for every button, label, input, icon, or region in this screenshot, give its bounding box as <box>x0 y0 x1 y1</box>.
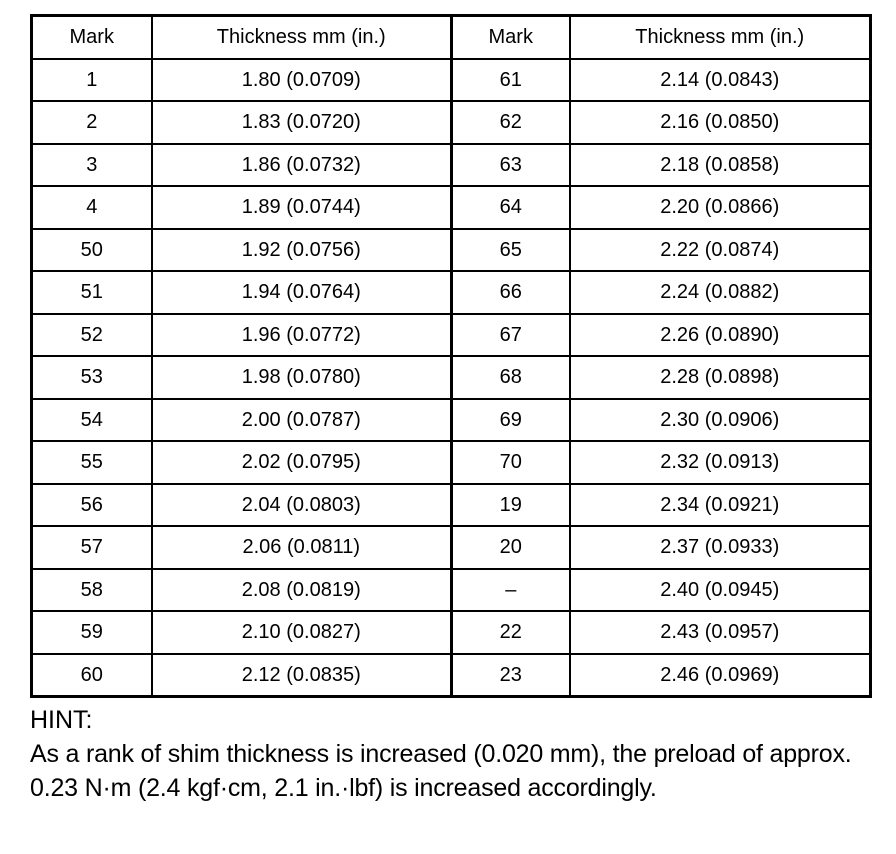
thickness-right-cell: 2.18 (0.0858) <box>570 144 871 187</box>
header-thickness-left: Thickness mm (in.) <box>152 16 452 59</box>
thickness-right-cell: 2.16 (0.0850) <box>570 101 871 144</box>
hint-section <box>30 703 880 805</box>
table-row <box>32 101 871 144</box>
thickness-right-cell: 2.32 (0.0913) <box>570 441 871 484</box>
thickness-right-cell: 2.26 (0.0890) <box>570 314 871 357</box>
hint-text: As a rank of shim thickness is increased (0.020 mm), the preload of approx. 0.23 N·m (2.4 kgf·cm, 2.1 in.·lbf) is increased accordingly. <box>30 740 852 802</box>
thickness-left-cell: 1.86 (0.0732) <box>152 144 452 187</box>
thickness-left-cell: 1.80 (0.0709) <box>152 59 452 102</box>
thickness-left-cell: 1.92 (0.0756) <box>152 229 452 272</box>
mark-right-cell: 22 <box>452 611 570 654</box>
thickness-right-cell: 2.20 (0.0866) <box>570 186 871 229</box>
thickness-left-cell: 1.94 (0.0764) <box>152 271 452 314</box>
mark-left-cell: 4 <box>32 186 152 229</box>
table-row <box>32 59 871 102</box>
mark-left-cell: 54 <box>32 399 152 442</box>
thickness-left-cell: 2.00 (0.0787) <box>152 399 452 442</box>
thickness-right-cell: 2.46 (0.0969) <box>570 654 871 697</box>
table-row <box>32 399 871 442</box>
table-body <box>32 59 871 697</box>
table-row <box>32 569 871 612</box>
table-row <box>32 186 871 229</box>
mark-left-cell: 51 <box>32 271 152 314</box>
mark-right-cell: – <box>452 569 570 612</box>
thickness-right-cell: 2.34 (0.0921) <box>570 484 871 527</box>
thickness-left-cell: 2.06 (0.0811) <box>152 526 452 569</box>
thickness-right-cell: 2.22 (0.0874) <box>570 229 871 272</box>
table-row <box>32 314 871 357</box>
mark-right-cell: 66 <box>452 271 570 314</box>
thickness-right-cell: 2.37 (0.0933) <box>570 526 871 569</box>
thickness-right-cell: 2.28 (0.0898) <box>570 356 871 399</box>
header-mark-left: Mark <box>32 16 152 59</box>
thickness-left-cell: 2.12 (0.0835) <box>152 654 452 697</box>
thickness-right-cell: 2.24 (0.0882) <box>570 271 871 314</box>
table-header-row <box>32 16 871 59</box>
thickness-left-cell: 2.10 (0.0827) <box>152 611 452 654</box>
mark-right-cell: 23 <box>452 654 570 697</box>
shim-thickness-table-container <box>30 14 869 698</box>
table-row <box>32 484 871 527</box>
mark-right-cell: 19 <box>452 484 570 527</box>
mark-left-cell: 2 <box>32 101 152 144</box>
thickness-left-cell: 2.02 (0.0795) <box>152 441 452 484</box>
thickness-left-cell: 2.08 (0.0819) <box>152 569 452 612</box>
mark-left-cell: 50 <box>32 229 152 272</box>
mark-left-cell: 3 <box>32 144 152 187</box>
mark-right-cell: 20 <box>452 526 570 569</box>
thickness-left-cell: 1.96 (0.0772) <box>152 314 452 357</box>
mark-right-cell: 64 <box>452 186 570 229</box>
table-row <box>32 229 871 272</box>
table-row <box>32 271 871 314</box>
table-row <box>32 611 871 654</box>
mark-right-cell: 68 <box>452 356 570 399</box>
mark-right-cell: 63 <box>452 144 570 187</box>
table-row <box>32 441 871 484</box>
thickness-left-cell: 1.98 (0.0780) <box>152 356 452 399</box>
thickness-left-cell: 1.89 (0.0744) <box>152 186 452 229</box>
table-row <box>32 654 871 697</box>
mark-left-cell: 1 <box>32 59 152 102</box>
table-row <box>32 356 871 399</box>
shim-thickness-table <box>30 14 872 698</box>
mark-left-cell: 58 <box>32 569 152 612</box>
mark-right-cell: 67 <box>452 314 570 357</box>
mark-right-cell: 65 <box>452 229 570 272</box>
mark-left-cell: 57 <box>32 526 152 569</box>
mark-right-cell: 62 <box>452 101 570 144</box>
header-mark-right: Mark <box>452 16 570 59</box>
mark-right-cell: 69 <box>452 399 570 442</box>
mark-left-cell: 60 <box>32 654 152 697</box>
mark-left-cell: 55 <box>32 441 152 484</box>
thickness-left-cell: 2.04 (0.0803) <box>152 484 452 527</box>
mark-left-cell: 59 <box>32 611 152 654</box>
header-thickness-right: Thickness mm (in.) <box>570 16 871 59</box>
table-row <box>32 526 871 569</box>
mark-left-cell: 53 <box>32 356 152 399</box>
hint-title: HINT: <box>30 706 93 734</box>
thickness-left-cell: 1.83 (0.0720) <box>152 101 452 144</box>
mark-right-cell: 61 <box>452 59 570 102</box>
mark-left-cell: 52 <box>32 314 152 357</box>
mark-right-cell: 70 <box>452 441 570 484</box>
thickness-right-cell: 2.40 (0.0945) <box>570 569 871 612</box>
thickness-right-cell: 2.43 (0.0957) <box>570 611 871 654</box>
thickness-right-cell: 2.30 (0.0906) <box>570 399 871 442</box>
mark-left-cell: 56 <box>32 484 152 527</box>
table-row <box>32 144 871 187</box>
thickness-right-cell: 2.14 (0.0843) <box>570 59 871 102</box>
